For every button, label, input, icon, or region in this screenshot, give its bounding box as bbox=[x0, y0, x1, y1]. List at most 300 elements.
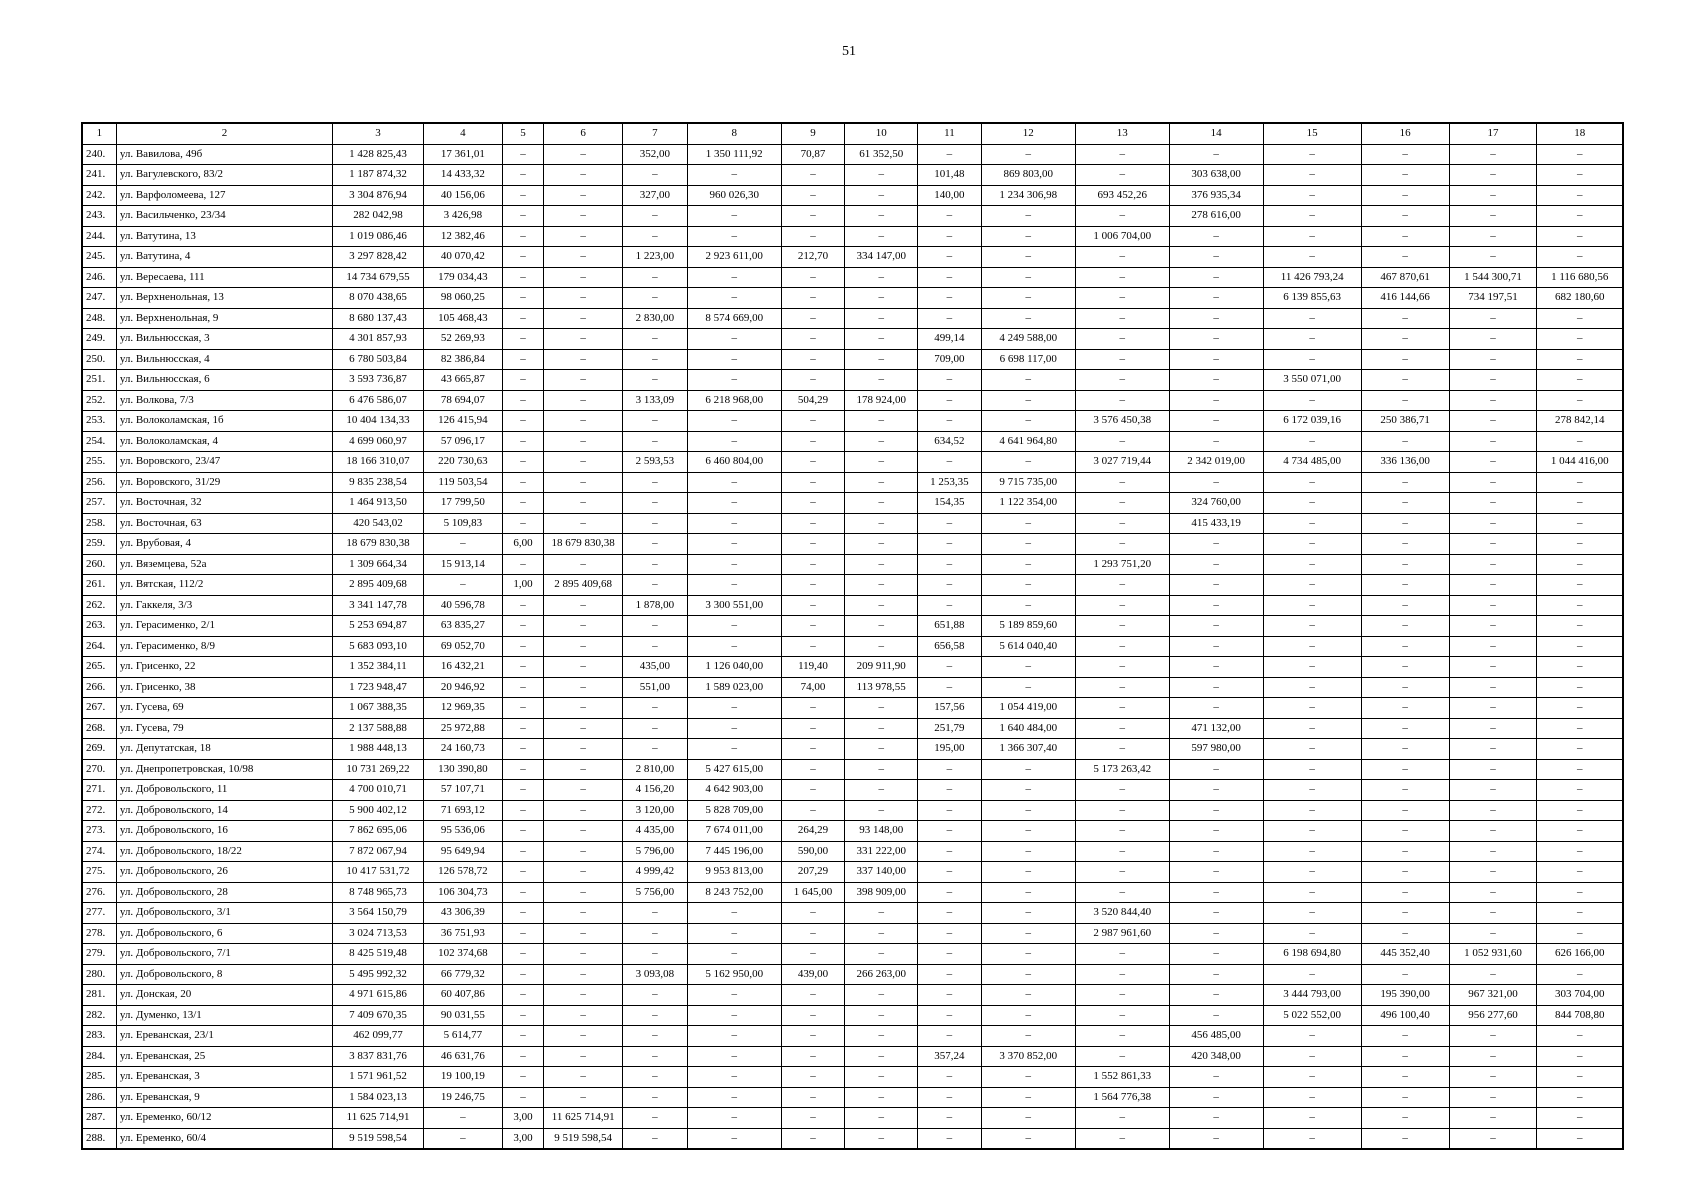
address-cell: ул. Варфоломеева, 127 bbox=[116, 185, 332, 206]
value-cell: – bbox=[1263, 247, 1361, 268]
value-cell: – bbox=[1169, 1108, 1263, 1129]
row-number-cell: 258. bbox=[82, 513, 116, 534]
value-cell: – bbox=[1361, 165, 1449, 186]
value-cell: – bbox=[1449, 349, 1537, 370]
value-cell: 3 593 736,87 bbox=[333, 370, 424, 391]
value-cell: 693 452,26 bbox=[1075, 185, 1169, 206]
value-cell: 95 649,94 bbox=[424, 841, 503, 862]
value-cell: – bbox=[781, 1128, 845, 1149]
value-cell: 3 576 450,38 bbox=[1075, 411, 1169, 432]
address-cell: ул. Верхненольная, 9 bbox=[116, 308, 332, 329]
value-cell: – bbox=[544, 616, 623, 637]
value-cell: – bbox=[1537, 739, 1623, 760]
value-cell: – bbox=[981, 1128, 1075, 1149]
table-row bbox=[82, 267, 1623, 288]
value-cell: – bbox=[687, 1108, 781, 1129]
value-cell: – bbox=[544, 308, 623, 329]
address-cell: ул. Думенко, 13/1 bbox=[116, 1005, 332, 1026]
address-cell: ул. Ереванская, 23/1 bbox=[116, 1026, 332, 1047]
table-row bbox=[82, 493, 1623, 514]
table-row bbox=[82, 1128, 1623, 1149]
table-row bbox=[82, 944, 1623, 965]
value-cell: – bbox=[687, 698, 781, 719]
column-header-11: 11 bbox=[918, 123, 982, 144]
value-cell: – bbox=[781, 472, 845, 493]
column-header-5: 5 bbox=[502, 123, 543, 144]
value-cell: – bbox=[1361, 206, 1449, 227]
value-cell: – bbox=[544, 1005, 623, 1026]
value-cell: 119,40 bbox=[781, 657, 845, 678]
value-cell: – bbox=[1449, 513, 1537, 534]
value-cell: – bbox=[1537, 308, 1623, 329]
value-cell: – bbox=[918, 677, 982, 698]
value-cell: – bbox=[1449, 575, 1537, 596]
value-cell: – bbox=[687, 1067, 781, 1088]
value-cell: – bbox=[918, 411, 982, 432]
value-cell: – bbox=[845, 985, 918, 1006]
value-cell: 3 297 828,42 bbox=[333, 247, 424, 268]
value-cell: – bbox=[918, 247, 982, 268]
value-cell: – bbox=[981, 1067, 1075, 1088]
value-cell: – bbox=[424, 1128, 503, 1149]
value-cell: – bbox=[1263, 554, 1361, 575]
address-cell: ул. Депутатская, 18 bbox=[116, 739, 332, 760]
value-cell: – bbox=[1263, 431, 1361, 452]
value-cell: 12 969,35 bbox=[424, 698, 503, 719]
value-cell: – bbox=[1075, 370, 1169, 391]
value-cell: – bbox=[845, 616, 918, 637]
row-number-cell: 247. bbox=[82, 288, 116, 309]
value-cell: 1 878,00 bbox=[623, 595, 688, 616]
value-cell: – bbox=[981, 903, 1075, 924]
value-cell: – bbox=[687, 493, 781, 514]
value-cell: – bbox=[981, 534, 1075, 555]
value-cell: 8 574 669,00 bbox=[687, 308, 781, 329]
value-cell: 471 132,00 bbox=[1169, 718, 1263, 739]
value-cell: – bbox=[1449, 534, 1537, 555]
value-cell: 8 070 438,65 bbox=[333, 288, 424, 309]
value-cell: 1 723 948,47 bbox=[333, 677, 424, 698]
value-cell: – bbox=[1361, 349, 1449, 370]
value-cell: – bbox=[623, 206, 688, 227]
value-cell: 57 096,17 bbox=[424, 431, 503, 452]
row-number-cell: 249. bbox=[82, 329, 116, 350]
value-cell: – bbox=[687, 903, 781, 924]
address-cell: ул. Грисенко, 38 bbox=[116, 677, 332, 698]
value-cell: 98 060,25 bbox=[424, 288, 503, 309]
value-cell: – bbox=[623, 370, 688, 391]
value-cell: – bbox=[1263, 657, 1361, 678]
value-cell: – bbox=[1263, 636, 1361, 657]
value-cell: 327,00 bbox=[623, 185, 688, 206]
value-cell: – bbox=[918, 1067, 982, 1088]
value-cell: 1 116 680,56 bbox=[1537, 267, 1623, 288]
value-cell: 420 543,02 bbox=[333, 513, 424, 534]
value-cell: 113 978,55 bbox=[845, 677, 918, 698]
value-cell: – bbox=[1537, 1087, 1623, 1108]
column-header-12: 12 bbox=[981, 123, 1075, 144]
value-cell: 415 433,19 bbox=[1169, 513, 1263, 534]
value-cell: – bbox=[544, 1087, 623, 1108]
address-cell: ул. Вильнюсская, 3 bbox=[116, 329, 332, 350]
value-cell: – bbox=[623, 616, 688, 637]
address-cell: ул. Ватутина, 13 bbox=[116, 226, 332, 247]
data-table-container bbox=[81, 122, 1624, 1150]
value-cell: – bbox=[781, 739, 845, 760]
value-cell: – bbox=[1361, 841, 1449, 862]
row-number-cell: 284. bbox=[82, 1046, 116, 1067]
value-cell: 266 263,00 bbox=[845, 964, 918, 985]
table-row bbox=[82, 1046, 1623, 1067]
address-cell: ул. Добровольского, 8 bbox=[116, 964, 332, 985]
row-number-cell: 273. bbox=[82, 821, 116, 842]
value-cell: – bbox=[1075, 841, 1169, 862]
value-cell: 6,00 bbox=[502, 534, 543, 555]
value-cell: 551,00 bbox=[623, 677, 688, 698]
row-number-cell: 288. bbox=[82, 1128, 116, 1149]
value-cell: – bbox=[544, 247, 623, 268]
row-number-cell: 287. bbox=[82, 1108, 116, 1129]
value-cell: – bbox=[1263, 718, 1361, 739]
value-cell: – bbox=[502, 944, 543, 965]
table-row bbox=[82, 370, 1623, 391]
value-cell: 682 180,60 bbox=[1537, 288, 1623, 309]
value-cell: 3 444 793,00 bbox=[1263, 985, 1361, 1006]
value-cell: 220 730,63 bbox=[424, 452, 503, 473]
value-cell: – bbox=[981, 821, 1075, 842]
value-cell: – bbox=[1263, 493, 1361, 514]
value-cell: – bbox=[1263, 226, 1361, 247]
value-cell: – bbox=[687, 267, 781, 288]
table-row bbox=[82, 185, 1623, 206]
value-cell: – bbox=[781, 1087, 845, 1108]
value-cell: – bbox=[623, 575, 688, 596]
value-cell: 1 640 484,00 bbox=[981, 718, 1075, 739]
value-cell: – bbox=[1263, 575, 1361, 596]
value-cell: – bbox=[781, 370, 845, 391]
value-cell: – bbox=[1263, 1128, 1361, 1149]
value-cell: – bbox=[502, 903, 543, 924]
value-cell: – bbox=[918, 370, 982, 391]
value-cell: – bbox=[687, 739, 781, 760]
table-row bbox=[82, 862, 1623, 883]
value-cell: 462 099,77 bbox=[333, 1026, 424, 1047]
value-cell: – bbox=[502, 759, 543, 780]
value-cell: – bbox=[781, 944, 845, 965]
value-cell: – bbox=[1075, 964, 1169, 985]
table-row bbox=[82, 1108, 1623, 1129]
value-cell: – bbox=[502, 595, 543, 616]
value-cell: 1 589 023,00 bbox=[687, 677, 781, 698]
value-cell: – bbox=[981, 862, 1075, 883]
value-cell: – bbox=[687, 1087, 781, 1108]
value-cell: – bbox=[502, 472, 543, 493]
value-cell: – bbox=[781, 411, 845, 432]
value-cell: – bbox=[1537, 1108, 1623, 1129]
value-cell: 6 198 694,80 bbox=[1263, 944, 1361, 965]
value-cell: 4 734 485,00 bbox=[1263, 452, 1361, 473]
value-cell: 18 679 830,38 bbox=[333, 534, 424, 555]
value-cell: 157,56 bbox=[918, 698, 982, 719]
value-cell: – bbox=[687, 370, 781, 391]
value-cell: – bbox=[1361, 657, 1449, 678]
value-cell: – bbox=[1537, 780, 1623, 801]
value-cell: – bbox=[687, 349, 781, 370]
value-cell: – bbox=[981, 1108, 1075, 1129]
value-cell: – bbox=[544, 370, 623, 391]
value-cell: 2 342 019,00 bbox=[1169, 452, 1263, 473]
value-cell: – bbox=[544, 349, 623, 370]
table-row bbox=[82, 923, 1623, 944]
value-cell: – bbox=[1169, 226, 1263, 247]
value-cell: – bbox=[845, 226, 918, 247]
address-cell: ул. Добровольского, 28 bbox=[116, 882, 332, 903]
value-cell: – bbox=[981, 554, 1075, 575]
value-cell: 3 341 147,78 bbox=[333, 595, 424, 616]
value-cell: – bbox=[544, 185, 623, 206]
value-cell: 1 044 416,00 bbox=[1537, 452, 1623, 473]
value-cell: 105 468,43 bbox=[424, 308, 503, 329]
value-cell: – bbox=[1169, 1005, 1263, 1026]
value-cell: – bbox=[781, 759, 845, 780]
value-cell: 4 156,20 bbox=[623, 780, 688, 801]
table-row bbox=[82, 800, 1623, 821]
address-cell: ул. Ереванская, 9 bbox=[116, 1087, 332, 1108]
value-cell: 967 321,00 bbox=[1449, 985, 1537, 1006]
row-number-cell: 245. bbox=[82, 247, 116, 268]
value-cell: – bbox=[781, 288, 845, 309]
value-cell: 2 895 409,68 bbox=[333, 575, 424, 596]
value-cell: 5 683 093,10 bbox=[333, 636, 424, 657]
value-cell: – bbox=[1361, 1108, 1449, 1129]
value-cell: – bbox=[981, 267, 1075, 288]
value-cell: – bbox=[687, 1026, 781, 1047]
value-cell: 1 366 307,40 bbox=[981, 739, 1075, 760]
value-cell: – bbox=[1075, 882, 1169, 903]
table-row bbox=[82, 698, 1623, 719]
value-cell: – bbox=[845, 575, 918, 596]
value-cell: 1 067 388,35 bbox=[333, 698, 424, 719]
value-cell: – bbox=[918, 226, 982, 247]
value-cell: – bbox=[1537, 841, 1623, 862]
address-cell: ул. Еременко, 60/12 bbox=[116, 1108, 332, 1129]
value-cell: – bbox=[1263, 841, 1361, 862]
value-cell: – bbox=[781, 349, 845, 370]
value-cell: – bbox=[623, 554, 688, 575]
value-cell: – bbox=[544, 800, 623, 821]
value-cell: – bbox=[845, 288, 918, 309]
value-cell: – bbox=[1537, 554, 1623, 575]
row-number-cell: 270. bbox=[82, 759, 116, 780]
column-header-8: 8 bbox=[687, 123, 781, 144]
value-cell: – bbox=[544, 677, 623, 698]
value-cell: – bbox=[1075, 493, 1169, 514]
value-cell: – bbox=[1361, 780, 1449, 801]
value-cell: – bbox=[1537, 903, 1623, 924]
value-cell: 7 862 695,06 bbox=[333, 821, 424, 842]
value-cell: 1 350 111,92 bbox=[687, 144, 781, 165]
value-cell: – bbox=[845, 1026, 918, 1047]
value-cell: – bbox=[544, 903, 623, 924]
value-cell: – bbox=[623, 944, 688, 965]
table-row bbox=[82, 554, 1623, 575]
value-cell: – bbox=[502, 370, 543, 391]
value-cell: – bbox=[1361, 575, 1449, 596]
value-cell: – bbox=[1361, 1128, 1449, 1149]
value-cell: – bbox=[544, 452, 623, 473]
table-row bbox=[82, 657, 1623, 678]
value-cell: 14 734 679,55 bbox=[333, 267, 424, 288]
value-cell: – bbox=[1361, 1026, 1449, 1047]
value-cell: – bbox=[544, 657, 623, 678]
value-cell: – bbox=[918, 288, 982, 309]
row-number-cell: 241. bbox=[82, 165, 116, 186]
value-cell: – bbox=[1263, 1026, 1361, 1047]
address-cell: ул. Добровольского, 14 bbox=[116, 800, 332, 821]
value-cell: – bbox=[1449, 1108, 1537, 1129]
value-cell: 1 223,00 bbox=[623, 247, 688, 268]
value-cell: 3,00 bbox=[502, 1108, 543, 1129]
value-cell: – bbox=[1075, 1026, 1169, 1047]
value-cell: – bbox=[781, 595, 845, 616]
value-cell: – bbox=[502, 718, 543, 739]
value-cell: 3 564 150,79 bbox=[333, 903, 424, 924]
address-cell: ул. Вагулевского, 83/2 bbox=[116, 165, 332, 186]
address-cell: ул. Гусева, 69 bbox=[116, 698, 332, 719]
value-cell: – bbox=[623, 493, 688, 514]
value-cell: – bbox=[1449, 1026, 1537, 1047]
value-cell: – bbox=[502, 185, 543, 206]
value-cell: 10 417 531,72 bbox=[333, 862, 424, 883]
value-cell: – bbox=[981, 411, 1075, 432]
table-row bbox=[82, 616, 1623, 637]
value-cell: – bbox=[781, 165, 845, 186]
address-cell: ул. Вятская, 112/2 bbox=[116, 575, 332, 596]
value-cell: 303 638,00 bbox=[1169, 165, 1263, 186]
value-cell: – bbox=[845, 944, 918, 965]
column-header-3: 3 bbox=[333, 123, 424, 144]
value-cell: – bbox=[1075, 595, 1169, 616]
value-cell: – bbox=[544, 882, 623, 903]
value-cell: – bbox=[1075, 144, 1169, 165]
value-cell: – bbox=[781, 1108, 845, 1129]
value-cell: 2 593,53 bbox=[623, 452, 688, 473]
value-cell: – bbox=[687, 636, 781, 657]
value-cell: – bbox=[623, 718, 688, 739]
value-cell: – bbox=[1263, 390, 1361, 411]
table-row bbox=[82, 595, 1623, 616]
value-cell: – bbox=[1537, 616, 1623, 637]
value-cell: – bbox=[1361, 554, 1449, 575]
row-number-cell: 251. bbox=[82, 370, 116, 391]
value-cell: 43 665,87 bbox=[424, 370, 503, 391]
value-cell: – bbox=[1537, 165, 1623, 186]
value-cell: 3 550 071,00 bbox=[1263, 370, 1361, 391]
value-cell: – bbox=[502, 349, 543, 370]
row-number-cell: 250. bbox=[82, 349, 116, 370]
value-cell: 60 407,86 bbox=[424, 985, 503, 1006]
value-cell: – bbox=[1537, 1046, 1623, 1067]
value-cell: – bbox=[1361, 329, 1449, 350]
value-cell: 334 147,00 bbox=[845, 247, 918, 268]
value-cell: 6 218 968,00 bbox=[687, 390, 781, 411]
value-cell: 264,29 bbox=[781, 821, 845, 842]
value-cell: 4 699 060,97 bbox=[333, 431, 424, 452]
value-cell: – bbox=[544, 431, 623, 452]
value-cell: – bbox=[1075, 1128, 1169, 1149]
column-header-14: 14 bbox=[1169, 123, 1263, 144]
value-cell: 5 022 552,00 bbox=[1263, 1005, 1361, 1026]
value-cell: – bbox=[687, 288, 781, 309]
value-cell: – bbox=[623, 1087, 688, 1108]
value-cell: – bbox=[845, 903, 918, 924]
value-cell: – bbox=[1169, 349, 1263, 370]
value-cell: – bbox=[1169, 144, 1263, 165]
row-number-cell: 252. bbox=[82, 390, 116, 411]
value-cell: – bbox=[544, 472, 623, 493]
value-cell: – bbox=[1537, 370, 1623, 391]
row-number-cell: 279. bbox=[82, 944, 116, 965]
value-cell: – bbox=[623, 1128, 688, 1149]
value-cell: – bbox=[502, 308, 543, 329]
value-cell: – bbox=[1537, 677, 1623, 698]
row-number-cell: 256. bbox=[82, 472, 116, 493]
address-cell: ул. Герасименко, 2/1 bbox=[116, 616, 332, 637]
value-cell: – bbox=[1449, 185, 1537, 206]
value-cell: 357,24 bbox=[918, 1046, 982, 1067]
value-cell: – bbox=[544, 165, 623, 186]
value-cell: – bbox=[1263, 759, 1361, 780]
column-header-13: 13 bbox=[1075, 123, 1169, 144]
value-cell: – bbox=[687, 431, 781, 452]
value-cell: – bbox=[845, 329, 918, 350]
address-cell: ул. Вересаева, 111 bbox=[116, 267, 332, 288]
value-cell: – bbox=[981, 780, 1075, 801]
value-cell: – bbox=[1449, 411, 1537, 432]
value-cell: – bbox=[1361, 923, 1449, 944]
value-cell: – bbox=[623, 431, 688, 452]
value-cell: – bbox=[781, 985, 845, 1006]
value-cell: – bbox=[502, 800, 543, 821]
row-number-cell: 278. bbox=[82, 923, 116, 944]
row-number-cell: 257. bbox=[82, 493, 116, 514]
table-row bbox=[82, 677, 1623, 698]
value-cell: – bbox=[781, 267, 845, 288]
value-cell: – bbox=[1361, 718, 1449, 739]
value-cell: – bbox=[1169, 595, 1263, 616]
value-cell: – bbox=[918, 657, 982, 678]
value-cell: – bbox=[623, 1046, 688, 1067]
value-cell: – bbox=[1263, 185, 1361, 206]
value-cell: 52 269,93 bbox=[424, 329, 503, 350]
value-cell: – bbox=[544, 862, 623, 883]
value-cell: 8 680 137,43 bbox=[333, 308, 424, 329]
value-cell: – bbox=[1075, 636, 1169, 657]
value-cell: 352,00 bbox=[623, 144, 688, 165]
value-cell: – bbox=[918, 206, 982, 227]
row-number-cell: 261. bbox=[82, 575, 116, 596]
value-cell: – bbox=[623, 349, 688, 370]
value-cell: – bbox=[918, 390, 982, 411]
value-cell: – bbox=[981, 882, 1075, 903]
value-cell: 40 596,78 bbox=[424, 595, 503, 616]
value-cell: – bbox=[687, 1128, 781, 1149]
value-cell: 597 980,00 bbox=[1169, 739, 1263, 760]
value-cell: – bbox=[687, 575, 781, 596]
value-cell: 1 428 825,43 bbox=[333, 144, 424, 165]
address-cell: ул. Вяземцева, 52а bbox=[116, 554, 332, 575]
value-cell: – bbox=[502, 165, 543, 186]
